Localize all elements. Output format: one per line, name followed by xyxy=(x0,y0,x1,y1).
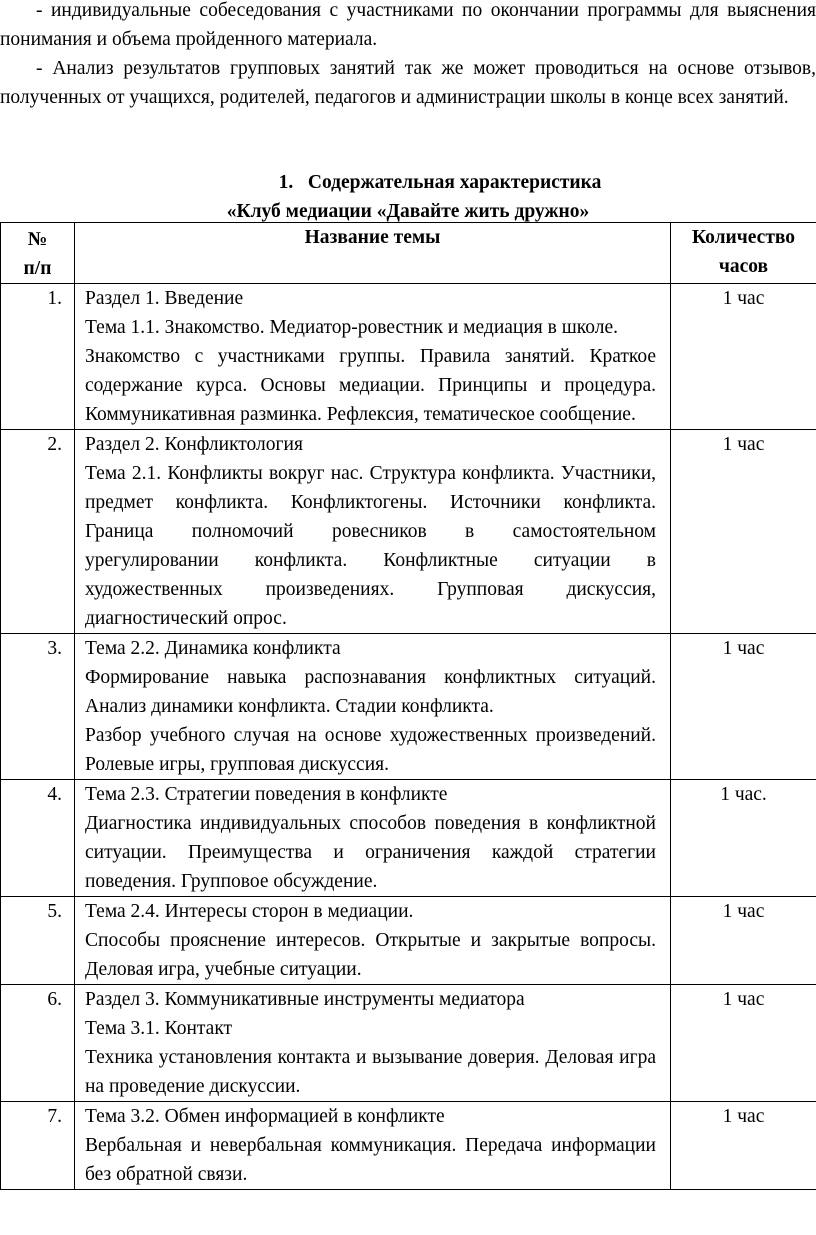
topic-line: Тема 2.2. Динамика конфликта xyxy=(85,638,341,659)
topic-line: Тема 2.4. Интересы сторон в медиации. xyxy=(85,901,414,922)
topic-line: Тема 3.1. Контакт xyxy=(85,1018,233,1039)
section-title: 1. Содержательная характеристика xyxy=(278,172,602,193)
row-topic xyxy=(75,634,671,780)
topic-line: Знакомство с участниками группы. Правила занятий. Краткое содержание курса. Основы медиации. Принципы и процедура. Коммуникативная разминка. Рефлексия, тематическое сообщение. xyxy=(85,346,656,425)
header-number xyxy=(1,223,75,284)
topic-line: Тема 3.2. Обмен информацией в конфликте xyxy=(85,1106,445,1127)
table-row xyxy=(1,1102,816,1190)
topic-line: Формирование навыка распознавания конфликтных ситуаций. Анализ динамики конфликта. Стадии конфликта. xyxy=(85,667,656,717)
section-heading xyxy=(0,168,816,226)
row-hours: 1 час xyxy=(671,284,816,430)
row-topic xyxy=(75,780,671,897)
row-number: 1. xyxy=(1,284,75,430)
intro-text xyxy=(0,0,816,112)
row-number: 6. xyxy=(1,985,75,1102)
row-topic xyxy=(75,430,671,634)
topic-line: Диагностика индивидуальных способов поведения в конфликтной ситуации. Преимущества и ограничения каждой стратегии поведения. Групповое обсуждение. xyxy=(85,813,656,892)
row-hours: 1 час xyxy=(671,634,816,780)
header-number-line2: п/п xyxy=(23,258,52,279)
row-topic xyxy=(75,284,671,430)
table-row xyxy=(1,780,816,897)
table-row xyxy=(1,430,816,634)
intro-paragraph-1: - индивидуальные собеседования с участниками по окончании программы для выяснения понимания и объема пройденного материала. xyxy=(0,0,816,50)
row-topic xyxy=(75,1102,671,1190)
table-row xyxy=(1,985,816,1102)
row-hours: 1 час. xyxy=(671,780,816,897)
topic-line: Раздел 3. Коммуникативные инструменты медиатора xyxy=(85,989,525,1010)
row-topic xyxy=(75,985,671,1102)
header-hours xyxy=(671,223,816,284)
section-subtitle: «Клуб медиации «Давайте жить дружно» xyxy=(226,201,590,222)
topic-line: Техника установления контакта и вызывание доверия. Деловая игра на проведение дискуссии. xyxy=(85,1047,656,1097)
row-number: 4. xyxy=(1,780,75,897)
row-topic xyxy=(75,897,671,985)
topic-line: Разбор учебного случая на основе художественных произведений. Ролевые игры, групповая дискуссия. xyxy=(85,725,656,775)
row-number: 5. xyxy=(1,897,75,985)
table-row xyxy=(1,634,816,780)
header-topic: Название темы xyxy=(75,223,671,284)
row-hours: 1 час xyxy=(671,897,816,985)
row-hours: 1 час xyxy=(671,430,816,634)
topics-table xyxy=(0,222,816,1190)
row-hours: 1 час xyxy=(671,1102,816,1190)
topic-line: Способы прояснение интересов. Открытые и закрытые вопросы. Деловая игра, учебные ситуации. xyxy=(85,930,656,980)
table-row xyxy=(1,284,816,430)
topic-line: Тема 1.1. Знакомство. Медиатор-ровестник и медиация в школе. xyxy=(85,317,618,338)
row-number: 7. xyxy=(1,1102,75,1190)
header-hours-line1: Количество xyxy=(691,227,796,248)
row-number: 2. xyxy=(1,430,75,634)
topic-line: Тема 2.1. Конфликты вокруг нас. Структура конфликта. Участники, предмет конфликта. Конфликтогены. Источники конфликта. Граница полномочий ровесников в самостоятельном урегулировании конфликта. Конфликтные ситуации в художественных произведениях. Групповая дискуссия, диагностический опрос. xyxy=(85,463,656,629)
topic-line: Вербальная и невербальная коммуникация. Передача информации без обратной связи. xyxy=(85,1135,656,1185)
header-hours-line2: часов xyxy=(718,256,769,277)
intro-paragraph-2: - Анализ результатов групповых занятий так же может проводиться на основе отзывов, полученных от учащихся, родителей, педагогов и администрации школы в конце всех занятий. xyxy=(0,58,816,108)
topic-line: Раздел 1. Введение xyxy=(85,288,244,309)
header-number-line1: № xyxy=(27,229,48,250)
topic-line: Тема 2.3. Стратегии поведения в конфликте xyxy=(85,784,448,805)
table-header-row xyxy=(1,223,816,284)
row-hours: 1 час xyxy=(671,985,816,1102)
topic-line: Раздел 2. Конфликтология xyxy=(85,434,303,455)
row-number: 3. xyxy=(1,634,75,780)
table-row xyxy=(1,897,816,985)
